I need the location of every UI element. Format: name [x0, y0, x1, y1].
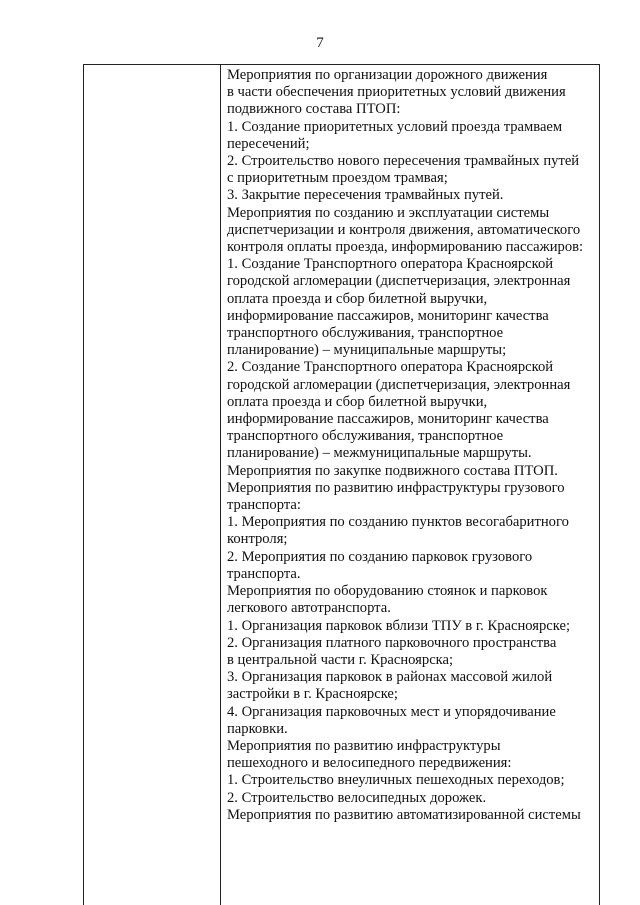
- page-number: 7: [316, 35, 324, 51]
- text-line: пешеходного и велосипедного передвижения:: [227, 755, 512, 772]
- text-line: планирование) – муниципальные маршруты;: [227, 342, 507, 359]
- text-line: в части обеспечения приоритетных условий движения: [227, 84, 566, 101]
- text-line: оплата проезда и сбор билетной выручки,: [227, 290, 488, 307]
- text-line: Мероприятия по созданию и эксплуатации системы: [227, 204, 550, 221]
- text-line: 1. Создание Транспортного оператора Красноярской: [227, 256, 554, 273]
- table-left-column: [84, 65, 221, 905]
- measures-cell: [221, 65, 599, 905]
- text-line: 2. Мероприятия по созданию парковок грузового: [227, 548, 533, 565]
- text-line: с приоритетным проездом трамвая;: [227, 170, 448, 187]
- text-line: 1. Строительство внеуличных пешеходных переходов;: [227, 772, 565, 789]
- text-line: 1. Мероприятия по созданию пунктов весогабаритного: [227, 514, 569, 531]
- text-line: Мероприятия по развитию автоматизированной системы: [227, 806, 581, 823]
- text-line: Мероприятия по развитию инфраструктуры: [227, 737, 501, 754]
- text-line: легкового автотранспорта.: [227, 600, 391, 617]
- text-line: парковки.: [227, 720, 288, 737]
- text-line: застройки в г. Красноярске;: [227, 686, 398, 703]
- text-line: Мероприятия по оборудованию стоянок и парковок: [227, 583, 548, 600]
- text-line: транспорта.: [227, 565, 301, 582]
- text-line: 3. Закрытие пересечения трамвайных путей.: [227, 187, 504, 204]
- text-line: 1. Создание приоритетных условий проезда трамваем: [227, 118, 563, 135]
- text-line: информирование пассажиров, мониторинг качества: [227, 307, 549, 324]
- text-line: транспорта:: [227, 497, 301, 514]
- text-line: 2. Строительство нового пересечения трамвайных путей: [227, 153, 580, 170]
- text-line: 2. Создание Транспортного оператора Красноярской: [227, 359, 554, 376]
- text-line: подвижного состава ПТОП:: [227, 101, 401, 118]
- text-line: 4. Организация парковочных мест и упорядочивание: [227, 703, 556, 720]
- text-line: пересечений;: [227, 135, 310, 152]
- text-line: 1. Организация парковок вблизи ТПУ в г. Красноярске;: [227, 617, 571, 634]
- text-line: диспетчеризации и контроля движения, автоматического: [227, 221, 581, 238]
- text-line: городской агломерации (диспетчеризация, электронная: [227, 273, 571, 290]
- text-line: транспортного обслуживания, транспортное: [227, 325, 504, 342]
- text-line: 2. Организация платного парковочного пространства: [227, 634, 557, 651]
- text-line: транспортного обслуживания, транспортное: [227, 428, 504, 445]
- text-line: Мероприятия по развитию инфраструктуры грузового: [227, 479, 565, 496]
- text-line: Мероприятия по закупке подвижного состава ПТОП.: [227, 462, 558, 479]
- text-line: 3. Организация парковок в районах массовой жилой: [227, 669, 553, 686]
- text-line: 2. Строительство велосипедных дорожек.: [227, 789, 487, 806]
- text-line: контроля оплаты проезда, информированию пассажиров:: [227, 239, 584, 256]
- text-line: городской агломерации (диспетчеризация, электронная: [227, 376, 571, 393]
- text-line: планирование) – межмуниципальные маршруты.: [227, 445, 532, 462]
- measures-table: [83, 64, 600, 905]
- text-line: в центральной части г. Красноярска;: [227, 651, 454, 668]
- text-line: информирование пассажиров, мониторинг качества: [227, 411, 549, 428]
- text-line: оплата проезда и сбор билетной выручки,: [227, 393, 488, 410]
- text-line: Мероприятия по организации дорожного движения: [227, 67, 548, 83]
- text-line: контроля;: [227, 531, 288, 548]
